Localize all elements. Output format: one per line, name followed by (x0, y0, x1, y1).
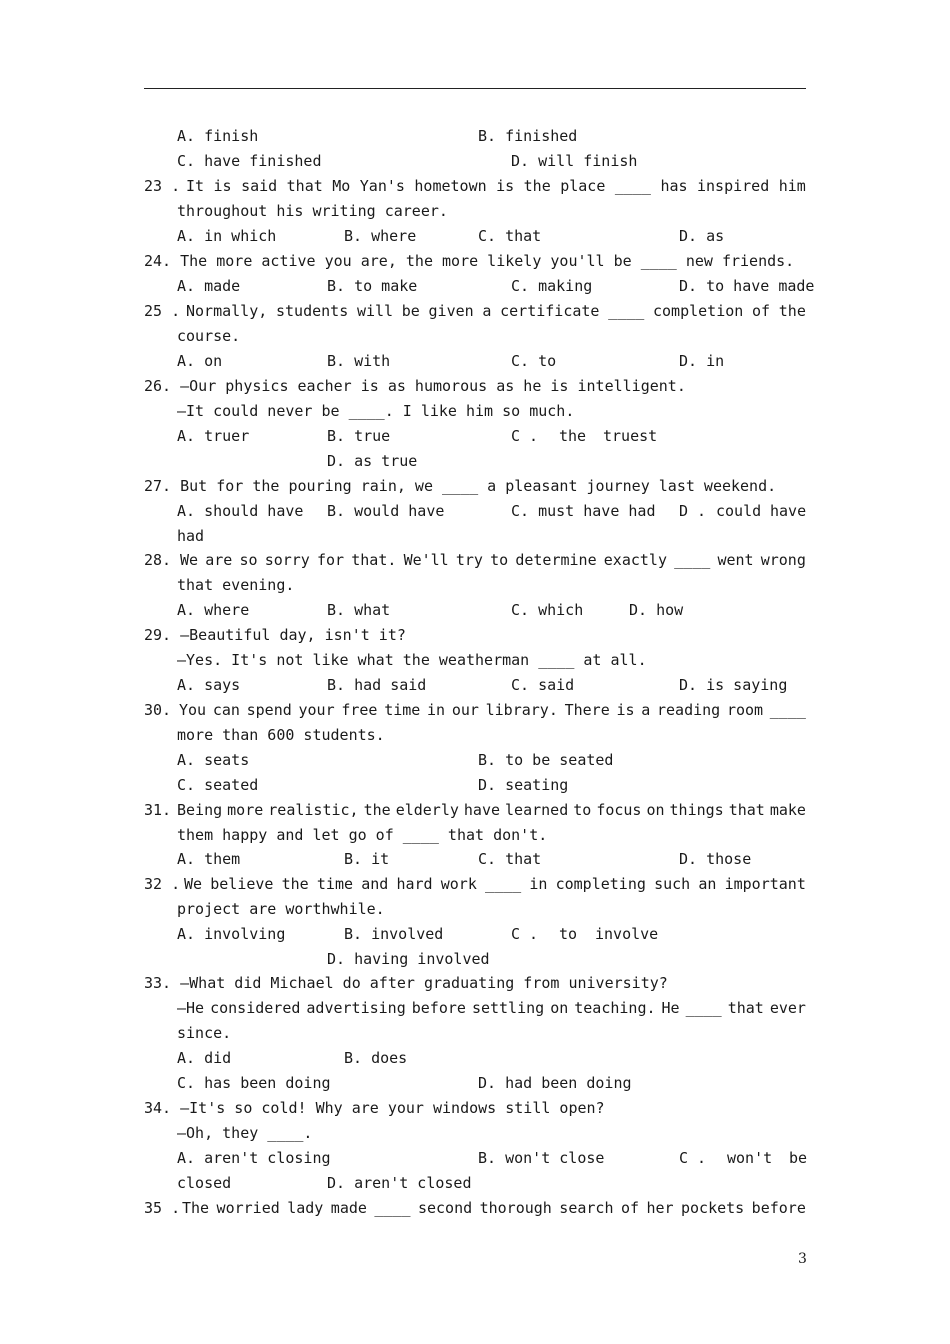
option-text: D . (679, 502, 707, 520)
word: to (573, 801, 592, 819)
option-text: C. said (511, 676, 575, 694)
word: settling (471, 999, 545, 1017)
question-number: 23 . (144, 177, 181, 195)
word: be (401, 302, 420, 320)
option-text: A. aren't closing (177, 1149, 331, 1167)
option-text: C. has been doing (177, 1074, 331, 1092)
word: completion (653, 302, 744, 320)
option-text: B. where (344, 227, 417, 245)
word: made (330, 1199, 367, 1217)
header-rule (144, 88, 806, 89)
option-text: A. says (177, 676, 241, 694)
question-stem-line: since. (177, 1024, 232, 1042)
question-stem-line: —Oh, they ____. (177, 1124, 313, 1142)
question-number: 31. (144, 801, 172, 819)
question-stem-line (182, 1196, 806, 1221)
word: the (778, 302, 806, 320)
option-text: A. should have (177, 502, 304, 520)
word: You (179, 701, 207, 719)
word: the (363, 801, 391, 819)
option-text: B. does (344, 1049, 408, 1067)
word: is (616, 701, 635, 719)
word: more (227, 801, 264, 819)
option-text: D. seating (478, 776, 569, 794)
option-text: A. seats (177, 751, 250, 769)
option-text: D. as true (327, 452, 418, 470)
option-text: A. made (177, 277, 241, 295)
word: to (490, 551, 509, 569)
word: make (769, 801, 806, 819)
word: It (186, 177, 205, 195)
word: He (661, 999, 680, 1017)
question-stem-line: 26. —Our physics eacher is as humorous as he is intelligent. (144, 377, 686, 395)
option-text: C . (511, 427, 539, 445)
option-text: B. to make (327, 277, 418, 295)
option-text: C. that (478, 850, 542, 868)
word: room (726, 701, 764, 719)
word: worried (216, 1199, 280, 1217)
question-stem-line: 24. The more active you are, the more likely you'll be ____ new friends. (144, 252, 795, 270)
option-text: won't (727, 1149, 773, 1167)
word: realistic, (268, 801, 359, 819)
option-text: A. involving (177, 925, 286, 943)
word: learned (505, 801, 569, 819)
question-stem-line: —Yes. It's not like what the weatherman ____ at all. (177, 651, 647, 669)
question-number: 28. (144, 551, 172, 569)
answer-blank: ____ (769, 701, 806, 719)
word: of (752, 302, 771, 320)
word: completing (555, 875, 646, 893)
word: her (646, 1199, 674, 1217)
option-text: B. involved (344, 925, 444, 943)
word: Normally, (186, 302, 268, 320)
question-stem-line (177, 798, 806, 823)
option-text: D. aren't closed (327, 1174, 472, 1192)
option-text: D. had been doing (478, 1074, 632, 1092)
word: given (428, 302, 474, 320)
word: went (717, 551, 754, 569)
word: hometown (414, 177, 487, 195)
option-text: could (716, 502, 762, 520)
question-stem-line: them happy and let go of ____ that don't. (177, 826, 548, 844)
word: advertising (306, 999, 406, 1017)
word: students (275, 302, 349, 320)
option-text: A. them (177, 850, 241, 868)
question-stem-line: course. (177, 327, 241, 345)
question-stem-line: —It could never be ____. I like him so much. (177, 402, 575, 420)
word: has (660, 177, 688, 195)
option-text: truest (603, 427, 658, 445)
option-text: closed (177, 1174, 232, 1192)
option-text: C. which (511, 601, 584, 619)
question-stem-line: 33. —What did Michael do after graduating from university? (144, 974, 668, 992)
word: work (440, 875, 477, 893)
word: We (184, 875, 203, 893)
word: exactly (603, 551, 667, 569)
word: focus (596, 801, 642, 819)
question-number: 25 . (144, 302, 181, 320)
option-text: the (559, 427, 587, 445)
question-stem-line: throughout his writing career. (177, 202, 448, 220)
answer-blank: ____ (608, 302, 645, 320)
option-text: involve (595, 925, 659, 943)
word: second (417, 1199, 473, 1217)
option-text: C . (511, 925, 539, 943)
option-text: A. on (177, 352, 223, 370)
word: Being (177, 801, 223, 819)
word: for (317, 551, 345, 569)
word: your (298, 701, 335, 719)
answer-blank: ____ (674, 551, 711, 569)
word: There (564, 701, 610, 719)
word: is (496, 177, 515, 195)
answer-blank: ____ (485, 875, 522, 893)
question-stem-line (186, 299, 806, 324)
option-text: A. truer (177, 427, 250, 445)
word: him (778, 177, 806, 195)
word: is (213, 177, 232, 195)
word: before (411, 999, 466, 1017)
option-text: D. to have made (679, 277, 815, 295)
answer-blank: ____ (614, 177, 651, 195)
word: have (463, 801, 501, 819)
word: spend (246, 701, 292, 719)
word: time (316, 875, 354, 893)
option-text: B. to be seated (478, 751, 614, 769)
word: considered (210, 999, 301, 1017)
option-text: C . (679, 1149, 707, 1167)
option-text: D. having involved (327, 950, 490, 968)
word: that (727, 999, 764, 1017)
option-text: B. would have (327, 502, 445, 520)
word: reading (657, 701, 721, 719)
option-text: C. must have had (511, 502, 656, 520)
question-stem-line: 29. —Beautiful day, isn't it? (144, 626, 406, 644)
answer-blank: ____ (374, 1199, 411, 1217)
option-text: A. did (177, 1049, 232, 1067)
word: so (239, 551, 258, 569)
word: place (560, 177, 606, 195)
option-text: B. it (344, 850, 390, 868)
option-text: A. where (177, 601, 250, 619)
word: free (341, 701, 378, 719)
word: thorough (479, 1199, 552, 1217)
option-text: C. to (511, 352, 557, 370)
option-text: C. that (478, 227, 542, 245)
option-text: B. with (327, 352, 391, 370)
question-stem-line: 34. —It's so cold! Why are your windows still open? (144, 1099, 605, 1117)
option-text: D. will finish (511, 152, 638, 170)
word: pockets (681, 1199, 745, 1217)
option-text: D. those (679, 850, 752, 868)
word: wrong (760, 551, 806, 569)
word: an (698, 875, 717, 893)
word: in (427, 701, 446, 719)
question-stem-line: 27. But for the pouring rain, we ____ a pleasant journey last weekend. (144, 477, 777, 495)
word: the (281, 875, 309, 893)
word: will (356, 302, 394, 320)
option-text: C. seated (177, 776, 259, 794)
question-stem-line (177, 996, 806, 1021)
word: our (451, 701, 479, 719)
word: Yan's (359, 177, 405, 195)
question-stem-line (180, 548, 806, 573)
option-text: B. what (327, 601, 391, 619)
word: The (182, 1199, 210, 1217)
word: determine (515, 551, 597, 569)
word: the (523, 177, 551, 195)
word: We'll (403, 551, 449, 569)
option-text: D. how (629, 601, 684, 619)
word: things (669, 801, 724, 819)
word: can (212, 701, 240, 719)
word: of (620, 1199, 639, 1217)
answer-blank: ____ (685, 999, 722, 1017)
option-text: A. finish (177, 127, 259, 145)
option-text: have (770, 502, 807, 520)
question-number: 30. (144, 701, 172, 719)
question-number: 35 . (144, 1199, 181, 1217)
word: inspired (697, 177, 770, 195)
word: library. (485, 701, 558, 719)
question-stem-line (186, 174, 806, 199)
question-stem-line (184, 872, 806, 897)
word: sorry (264, 551, 310, 569)
option-text: D. in (679, 352, 725, 370)
question-stem-line: that evening. (177, 576, 295, 594)
word: in (529, 875, 548, 893)
question-stem-line (179, 698, 806, 723)
question-stem-line: more than 600 students. (177, 726, 385, 744)
page-number: 3 (798, 1251, 807, 1267)
word: elderly (395, 801, 459, 819)
word: hard (396, 875, 433, 893)
word: before (751, 1199, 806, 1217)
word: and (361, 875, 389, 893)
word: Mo (332, 177, 351, 195)
option-text: B. had said (327, 676, 427, 694)
option-text: B. won't close (478, 1149, 605, 1167)
word: time (384, 701, 421, 719)
word: that (286, 177, 323, 195)
option-text: D. is saying (679, 676, 788, 694)
option-text: B. true (327, 427, 391, 445)
option-text: had (177, 527, 205, 545)
word: We (180, 551, 199, 569)
word: ever (769, 999, 806, 1017)
option-text: be (789, 1149, 808, 1167)
word: are (205, 551, 233, 569)
word: said (241, 177, 278, 195)
option-text: C. making (511, 277, 593, 295)
word: on (550, 999, 569, 1017)
word: a (641, 701, 651, 719)
word: that (728, 801, 765, 819)
option-text: C. have finished (177, 152, 322, 170)
word: try (455, 551, 483, 569)
word: search (559, 1199, 614, 1217)
option-text: D. as (679, 227, 725, 245)
word: on (646, 801, 665, 819)
word: teaching. (574, 999, 656, 1017)
question-number: 32 . (144, 875, 181, 893)
option-text: to (559, 925, 578, 943)
word: believe (210, 875, 274, 893)
word: —He (177, 999, 205, 1017)
option-text: B. finished (478, 127, 578, 145)
option-text: A. in which (177, 227, 277, 245)
word: such (654, 875, 691, 893)
word: that. (351, 551, 397, 569)
question-stem-line: project are worthwhile. (177, 900, 385, 918)
word: certificate (500, 302, 600, 320)
word: a (482, 302, 492, 320)
word: lady (287, 1199, 324, 1217)
word: important (724, 875, 806, 893)
